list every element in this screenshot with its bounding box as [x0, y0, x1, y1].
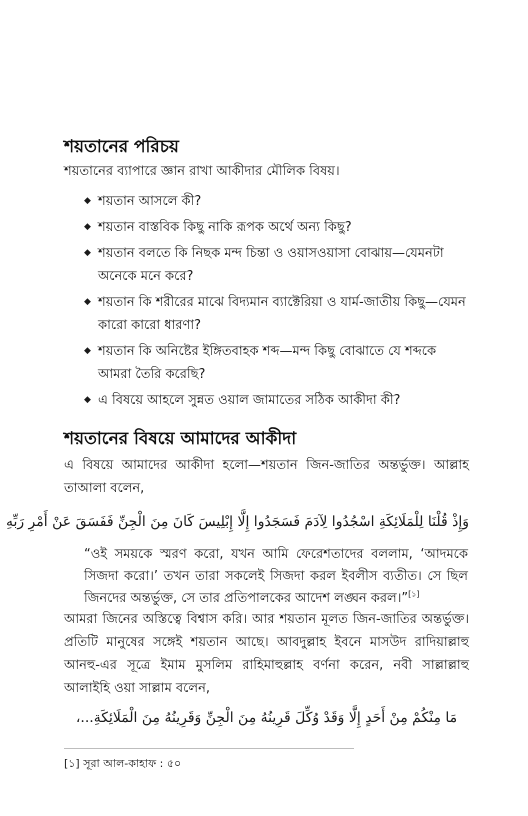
footnote-marker: [১] — [64, 757, 80, 770]
diamond-bullet-icon: ◆ — [84, 248, 91, 258]
section-heading-creed: শয়তানের বিষয়ে আমাদের আকীদা — [64, 429, 297, 449]
footnote-text: সূরা আল-কাহাফ : ৫০ — [83, 757, 182, 770]
diamond-bullet-icon: ◆ — [84, 196, 91, 206]
jinn-paragraph: আমরা জিনের অস্তিত্বে বিশ্বাস করি। আর শয়তান মূলত জিন-জাতির অন্তর্ভুক্ত। প্রতিটি মানুষের সঙ্গেই শয়তান আছে। আবদুল্লাহ ইবনে মাসউদ রাদিয়াল্লাহু আনহু-এর সূত্রে ইমাম মুসলিম রাহিমাহুল্লাহ বর্ণনা করেন, নবী সাল্লাল্লাহু আলাইহি ওয়া সাল্লাম বলেন, — [64, 612, 469, 696]
footnote-reference: [১] — [408, 589, 420, 599]
hadith-arabic: مَا مِنْكُمْ مِنْ أَحَدٍ إِلَّا وَقَدْ وُكِّلَ قَرِينُهُ مِنَ الْجِنِّ وَقَرِينُهُ مِنَ الْمَلَائِكَةِ...، — [75, 710, 458, 726]
footnote-divider — [64, 748, 354, 749]
diamond-bullet-icon: ◆ — [84, 297, 91, 307]
section-heading-introduction: শয়তানের পরিচয় — [64, 137, 179, 157]
verse-translation: “ওই সময়কে স্মরণ করো, যখন আমি ফেরেশতাদের বললাম, ‘আদমকে সিজদা করো।’ তখন তারা সকলেই সিজদা করল ইবলীস ব্যতীত। সে ছিল জিনদের অন্তর্ভুক্ত, সে তার প্রতিপালকের আদেশ লঙ্ঘন করল।”[১] — [84, 547, 468, 606]
creed-intro-paragraph: এ বিষয়ে আমাদের আকীদা হলো—শয়তান জিন-জাতির অন্তর্ভুক্ত। আল্লাহ তাআলা বলেন, — [64, 458, 469, 496]
list-item: ◆ শয়তান কি শরীরের মাঝে বিদ্যমান ব্যাক্টেরিয়া ও যার্ম-জাতীয় কিছু—যেমন কারো কারো ধারণা? — [84, 291, 472, 337]
list-item: ◆ শয়তান আসলে কী? — [84, 190, 472, 213]
list-item: ◆ শয়তান কি অনিষ্টের ইঙ্গিতবাহক শব্দ—মন্দ কিছু বোঝাতে যে শব্দকে আমরা তৈরি করেছি? — [84, 340, 472, 386]
list-item: ◆ শয়তান বলতে কি নিছক মন্দ চিন্তা ও ওয়াসওয়াসা বোঝায়—যেমনটা অনেকে মনে করে? — [84, 242, 472, 288]
intro-paragraph: শয়তানের ব্যাপারে জ্ঞান রাখা আকীদার মৌলিক বিষয়। — [64, 164, 340, 179]
list-item: ◆ শয়তান বাস্তবিক কিছু নাকি রূপক অর্থে অন্য কিছু? — [84, 216, 472, 239]
diamond-bullet-icon: ◆ — [84, 222, 91, 232]
question-list — [84, 190, 472, 415]
list-item: ◆ এ বিষয়ে আহলে সুন্নত ওয়াল জামাতের সঠিক আকীদা কী? — [84, 389, 472, 412]
diamond-bullet-icon: ◆ — [84, 395, 91, 405]
quran-verse-arabic: وَإِذْ قُلْنَا لِلْمَلَائِكَةِ اسْجُدُوا لِآدَمَ فَسَجَدُوا إِلَّا إِبْلِيسَ كَانَ مِنَ الْجِنِّ فَفَسَقَ عَنْ أَمْرِ رَبِّهِ — [5, 514, 469, 530]
footnote — [64, 756, 181, 772]
diamond-bullet-icon: ◆ — [84, 346, 91, 356]
